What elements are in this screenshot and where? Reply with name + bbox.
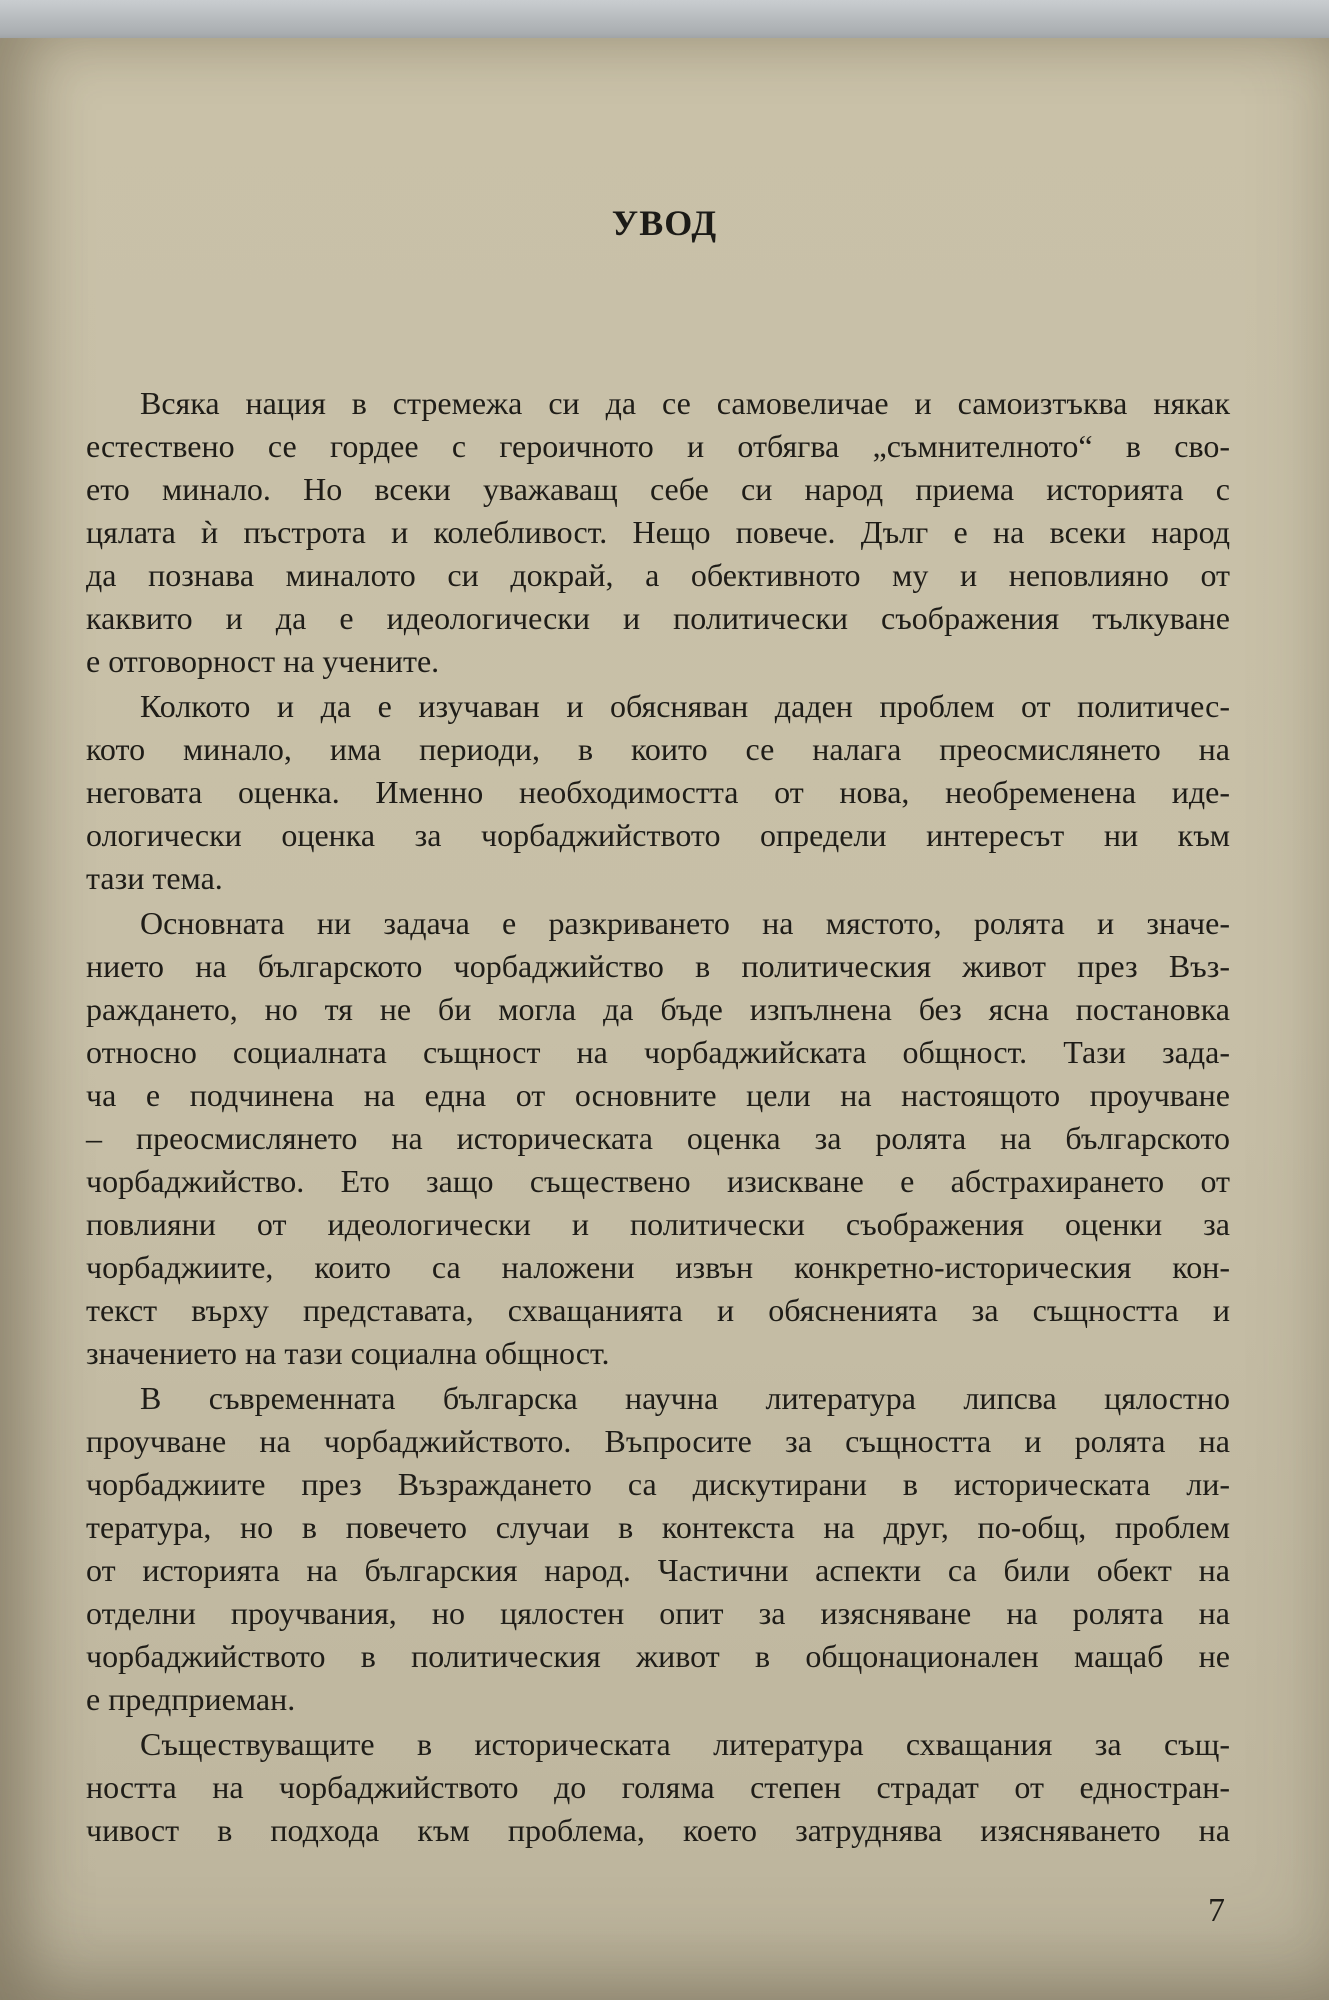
page-number: 7 — [1208, 1892, 1225, 1929]
text-line: отделни проучвания, но цялостен опит за изясняване на ролята на — [86, 1595, 1230, 1631]
text-line: каквито и да е идеологически и политически съображения тълкуване — [86, 600, 1230, 636]
text-line: Съществуващите в историческата литература схващания за същ- — [140, 1726, 1230, 1762]
text-line: повлияни от идеологически и политически съображения оценки за — [86, 1206, 1230, 1242]
body-text — [86, 382, 1230, 1854]
text-line: чорбаджийството в политическия живот в общонационален мащаб не — [86, 1638, 1230, 1674]
text-line: ето минало. Но всеки уважаващ себе си народ приема историята с — [86, 471, 1230, 507]
text-line: Всяка нация в стремежа си да се самовеличае и самоизтъква някак — [140, 385, 1230, 421]
text-line: е отговорност на учените. — [86, 643, 440, 679]
text-line: проучване на чорбаджийството. Въпросите за същността и ролята на — [86, 1423, 1230, 1459]
paragraph — [86, 382, 1230, 683]
text-line: тература, но в повечето случаи в контекста на друг, по-общ, проблем — [86, 1509, 1230, 1545]
text-line: чорбаджиите през Възраждането са дискутирани в историческата ли- — [86, 1466, 1230, 1502]
book-page — [0, 38, 1329, 2000]
paragraph — [86, 902, 1230, 1375]
chapter-title: УВОД — [611, 203, 718, 243]
text-line: ността на чорбаджийството до голяма степен страдат от едностран- — [86, 1769, 1230, 1805]
text-line: чорбаджийство. Ето защо съществено изискване е абстрахирането от — [86, 1163, 1230, 1199]
text-line: ча е подчинена на една от основните цели на настоящото проучване — [86, 1077, 1230, 1113]
text-line: ологически оценка за чорбаджийството определи интересът ни към — [86, 817, 1230, 853]
text-line: текст върху представата, схващанията и обясненията за същността и — [86, 1292, 1230, 1328]
text-line: нието на българското чорбаджийство в политическия живот през Въз- — [86, 948, 1230, 984]
text-line: естествено се гордее с героичното и отбягва „съмнителното“ в сво- — [86, 428, 1230, 464]
text-line: цялата ѝ пъстрота и колебливост. Нещо повече. Дълг е на всеки народ — [86, 514, 1230, 550]
text-line: чивост в подхода към проблема, което затруднява изясняването на — [86, 1812, 1230, 1848]
text-line: Колкото и да е изучаван и обясняван даден проблем от политичес- — [140, 688, 1230, 724]
text-line: от историята на българския народ. Частични аспекти са били обект на — [86, 1552, 1230, 1588]
paragraph — [86, 1723, 1230, 1852]
text-line: кото минало, има периоди, в които се налага преосмислянето на — [86, 731, 1230, 767]
text-line: раждането, но тя не би могла да бъде изпълнена без ясна постановка — [86, 991, 1230, 1027]
text-line: тази тема. — [86, 860, 223, 896]
text-line: е предприеман. — [86, 1681, 296, 1717]
text-line: Основната ни задача е разкриването на мястото, ролята и значе- — [140, 905, 1230, 941]
text-line: неговата оценка. Именно необходимостта от нова, необременена иде- — [86, 774, 1230, 810]
text-line: В съвременната българска научна литература липсва цялостно — [140, 1380, 1230, 1416]
text-line: чорбаджиите, които са наложени извън конкретно-историческия кон- — [86, 1249, 1230, 1285]
text-line: значението на тази социална общност. — [86, 1335, 610, 1371]
paragraph — [86, 685, 1230, 900]
text-line: – преосмислянето на историческата оценка за ролята на българското — [86, 1120, 1230, 1156]
text-line: относно социалната същност на чорбаджийската общност. Тази зада- — [86, 1034, 1230, 1070]
text-line: да познава миналото си докрай, а обективното му и неповлияно от — [86, 557, 1230, 593]
paragraph — [86, 1377, 1230, 1721]
